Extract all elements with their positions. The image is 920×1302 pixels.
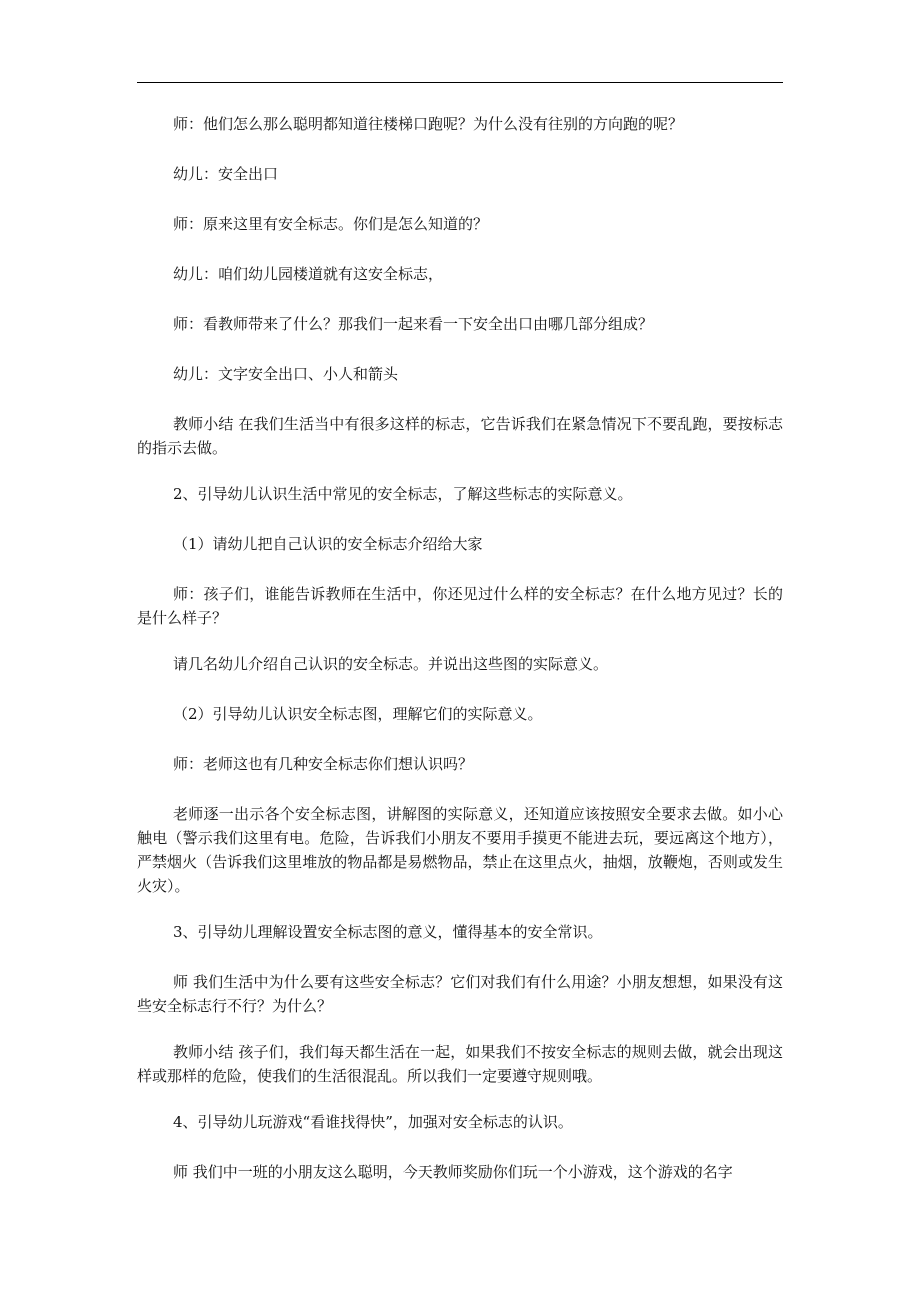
paragraph: 师 我们生活中为什么要有这些安全标志？它们对我们有什么用途？小朋友想想，如果没有这些安全标志行不行？为什么？ [137,973,783,1015]
paragraph: 师：孩子们，谁能告诉教师在生活中，你还见过什么样的安全标志？在什么地方见过？长的是什么样子？ [137,585,783,627]
paragraph: 师：他们怎么那么聪明都知道往楼梯口跑呢？为什么没有往别的方向跑的呢？ [173,115,684,133]
paragraph: （2）引导幼儿认识安全标志图，理解它们的实际意义。 [173,705,543,723]
paragraph: 请几名幼儿介绍自己认识的安全标志。并说出这些图的实际意义。 [173,655,609,673]
paragraph: （1）请幼儿把自己认识的安全标志介绍给大家 [173,535,483,553]
header-rule [137,82,783,83]
paragraph: 4、引导幼儿玩游戏“看谁找得快”，加强对安全标志的认识。 [173,1113,573,1131]
paragraph: 3、引导幼儿理解设置安全标志图的意义，懂得基本的安全常识。 [173,923,603,941]
paragraph: 师：原来这里有安全标志。你们是怎么知道的？ [173,215,489,233]
paragraph: 2、引导幼儿认识生活中常见的安全标志，了解这些标志的实际意义。 [173,485,633,503]
paragraph: 教师小结 在我们生活当中有很多这样的标志，它告诉我们在紧急情况下不要乱跑，要按标志的指示去做。 [137,415,783,457]
document-body [137,112,783,1206]
paragraph: 师：老师这也有几种安全标志你们想认识吗？ [173,755,474,773]
paragraph: 师 我们中一班的小朋友这么聪明，今天教师奖励你们玩一个小游戏，这个游戏的名字 [173,1163,733,1181]
paragraph: 师：看教师带来了什么？那我们一起来看一下安全出口由哪几部分组成？ [173,315,654,333]
paragraph: 教师小结 孩子们，我们每天都生活在一起，如果我们不按安全标志的规则去做，就会出现这样或那样的危险，使我们的生活很混乱。所以我们一定要遵守规则哦。 [137,1043,783,1085]
paragraph: 幼儿：文字安全出口、小人和箭头 [173,365,399,383]
paragraph: 幼儿：咱们幼儿园楼道就有这安全标志， [173,265,444,283]
paragraph: 幼儿：安全出口 [173,165,279,183]
paragraph: 老师逐一出示各个安全标志图，讲解图的实际意义，还知道应该按照安全要求去做。如小心触电（警示我们这里有电。危险，告诉我们小朋友不要用手摸更不能进去玩，要远离这个地方），严禁烟火（告诉我们这里堆放的物品都是易燃物品，禁止在这里点火，抽烟，放鞭炮，否则或发生火灾）。 [137,805,783,895]
